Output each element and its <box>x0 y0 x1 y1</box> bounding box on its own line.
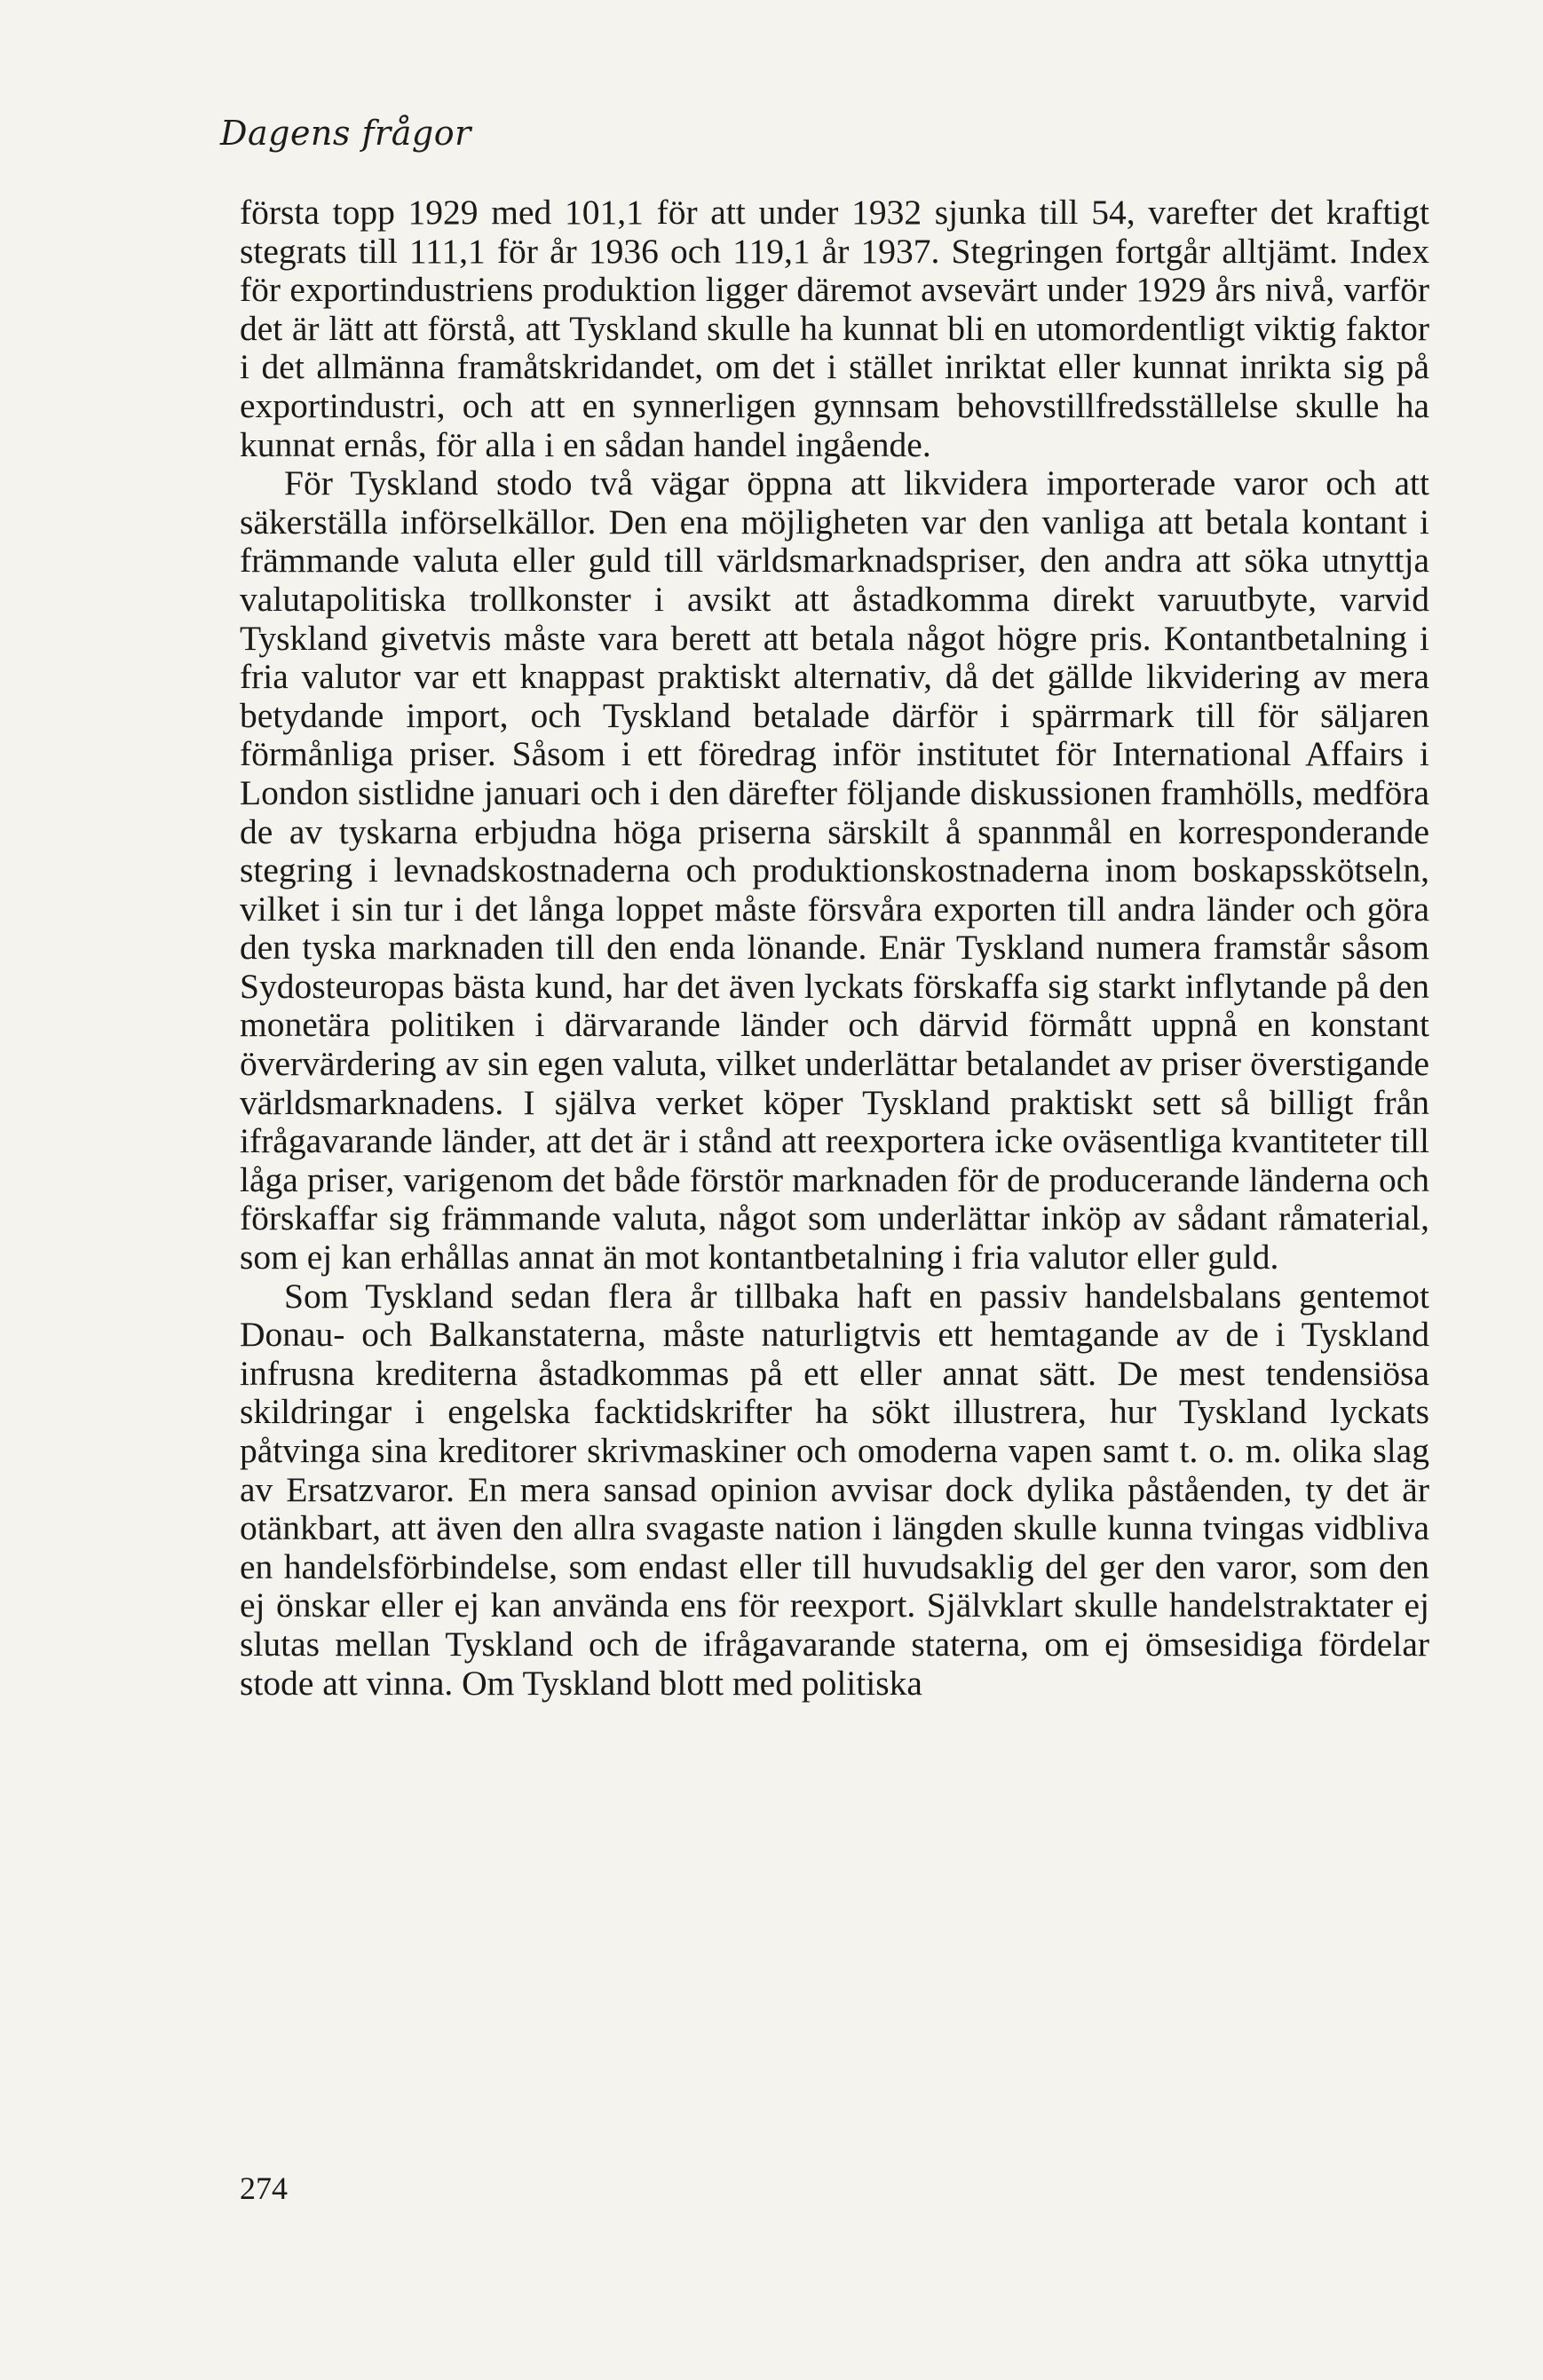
paragraph-continued: första topp 1929 med 101,1 för att under 1932 sjunka till 54, varefter det kraftigt stegrats till 111,1 för år 1936 och 119,1 år 1937. Stegringen fortgår alltjämt. Index för exportindustriens produktion ligger däremot avsevärt under 1929 års nivå, varför det är lätt att förstå, att Tyskland skulle ha kunnat bli en utomordentligt viktig faktor i det allmänna framåtskridandet, om det i stället inriktat eller kunnat inrikta sig på exportindustri, och att en synnerligen gynnsam behovstillfredsställelse skulle ha kunnat ernås, för alla i en sådan handel ingående. <box>240 193 1429 464</box>
paragraph: För Tyskland stodo två vägar öppna att likvidera importerade varor och att säkerställa införselkällor. Den ena möjligheten var den vanliga att betala kontant i främmande valuta eller guld till världsmarknadspriser, den andra att söka utnyttja valutapolitiska trollkonster i avsikt att åstadkomma direkt varuutbyte, varvid Tyskland givetvis måste vara berett att betala något högre pris. Kontantbetalning i fria valutor var ett knappast praktiskt alternativ, då det gällde likvidering av mera betydande import, och Tyskland betalade därför i spärrmark till för säljaren förmånliga priser. Såsom i ett föredrag inför institutet för International Affairs i London sistlidne januari och i den därefter följande diskussionen framhölls, medföra de av tyskarna erbjudna höga priserna särskilt å spannmål en korresponderande stegring i levnadskostnaderna och produktionskostnaderna inom boskapsskötseln, vilket i sin tur i det långa loppet måste försvåra exporten till andra länder och göra den tyska marknaden till den enda lönande. Enär Tyskland numera framstår såsom Sydosteuropas bästa kund, har det även lyckats förskaffa sig starkt inflytande på den monetära politiken i därvarande länder och därvid förmått uppnå en konstant övervärdering av sin egen valuta, vilket underlättar betalandet av priser överstigande världsmarknadens. I själva verket köper Tyskland praktiskt sett så billigt från ifrågavarande länder, att det är i stånd att reexportera icke oväsentliga kvantiteter till låga priser, varigenom det både förstör marknaden för de producerande länderna och förskaffar sig främmande valuta, något som underlättar inköp av sådant råmaterial, som ej kan erhållas annat än mot kontantbetalning i fria valutor eller guld. <box>240 463 1429 1277</box>
running-title: Dagens frågor <box>220 114 471 153</box>
page-number: 274 <box>240 2170 288 2206</box>
body-text <box>240 194 1429 1703</box>
paragraph: Som Tyskland sedan flera år tillbaka haft en passiv handelsbalans gentemot Donau- och Balkanstaterna, måste naturligtvis ett hemtagande av de i Tyskland infrusna krediterna åstadkommas på ett eller annat sätt. De mest tendensiösa skildringar i engelska facktidskrifter ha sökt illustrera, hur Tyskland lyckats påtvinga sina kreditorer skrivmaskiner och omoderna vapen samt t. o. m. olika slag av Ersatzvaror. En mera sansad opinion avvisar dock dylika påståenden, ty det är otänkbart, att även den allra svagaste nation i längden skulle kunna tvingas vidbliva en handelsförbindelse, som endast eller till huvudsaklig del ger den varor, som den ej önskar eller ej kan använda ens för reexport. Självklart skulle handelstraktater ej slutas mellan Tyskland och de ifrågavarande staterna, om ej ömsesidiga fördelar stode att vinna. Om Tyskland blott med politiska <box>240 1276 1429 1703</box>
